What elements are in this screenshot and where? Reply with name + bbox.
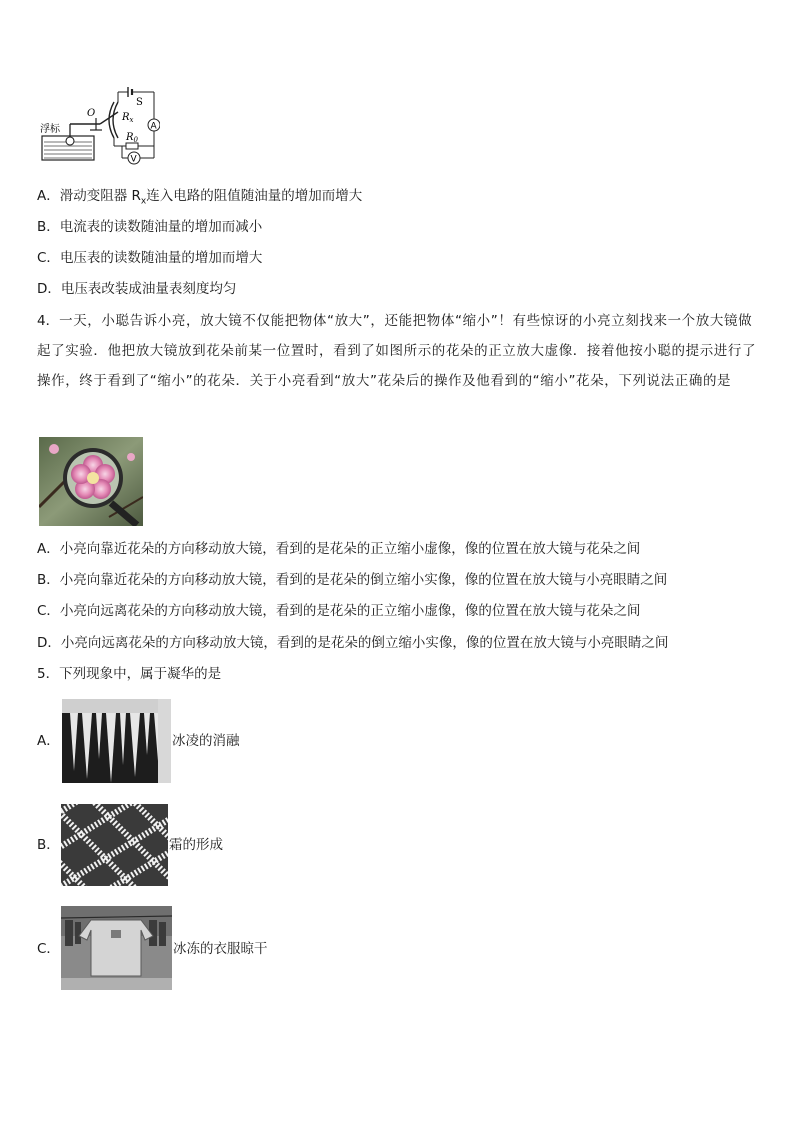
option-letter: C． bbox=[37, 603, 60, 619]
option-text-before: 滑动变阻器 R bbox=[59, 188, 141, 204]
option-text: 小亮向远离花朵的方向移动放大镜，看到的是花朵的正立缩小虚像，像的位置在放大镜与花朵之间 bbox=[59, 603, 641, 619]
r0-subscript: 0 bbox=[133, 136, 138, 144]
option-letter: A． bbox=[37, 541, 60, 557]
q4-option-a bbox=[37, 539, 640, 559]
rx-subscript: x bbox=[129, 116, 134, 124]
q4-option-b bbox=[37, 570, 667, 590]
ammeter-label: A bbox=[150, 121, 157, 132]
option-letter: B． bbox=[37, 219, 60, 235]
rx-label: R bbox=[122, 112, 130, 123]
q5-option-b-letter: B． bbox=[37, 837, 60, 853]
q5-option-c-caption: 冰冻的衣服晾干 bbox=[173, 941, 268, 957]
option-text: 小亮向远离花朵的方向移动放大镜，看到的是花朵的倒立缩小实像，像的位置在放大镜与小亮眼睛之间 bbox=[60, 635, 669, 651]
option-letter: C． bbox=[37, 250, 60, 266]
magnifier-flower-photo bbox=[39, 437, 143, 526]
q4-option-c bbox=[37, 601, 640, 621]
option-letter: D． bbox=[37, 635, 61, 651]
option-subscript: x bbox=[140, 196, 147, 207]
icicles-photo bbox=[62, 699, 171, 783]
oil-gauge-circuit-diagram bbox=[38, 86, 160, 166]
float-label: 浮标 bbox=[40, 124, 60, 135]
frozen-clothes-photo bbox=[61, 906, 172, 990]
option-letter: A． bbox=[37, 188, 60, 204]
frost-photo bbox=[61, 804, 168, 886]
option-letter: D． bbox=[37, 281, 61, 297]
q3-option-c bbox=[37, 248, 262, 268]
option-text: 小亮向靠近花朵的方向移动放大镜，看到的是花朵的正立缩小虚像，像的位置在放大镜与花朵之间 bbox=[59, 541, 641, 557]
svg-text:R0 bbox=[125, 132, 139, 144]
q5-option-a-letter: A． bbox=[37, 733, 60, 749]
question-text: 一天，小聪告诉小亮，放大镜不仅能把物体“放大”，还能把物体“缩小”！有些惊讶的小亮立刻找来一个放大镜做起了实验．他把放大镜放到花朵前某一位置时，看到了如图所示的花朵的正立放大虚像．接着他按小聪的提示进行了操作，终于看到了“缩小”的花朵．关于小亮看到“放大”花朵后的操作及他看到的“缩小”花朵，下列说法正确的是 bbox=[37, 313, 757, 389]
option-text: 电压表改装成油量表刻度均匀 bbox=[60, 281, 237, 297]
switch-label: S bbox=[136, 97, 143, 108]
option-text: 电压表的读数随油量的增加而增大 bbox=[59, 250, 263, 266]
q3-option-b bbox=[37, 217, 262, 237]
q3-option-d bbox=[37, 279, 236, 299]
q3-option-a bbox=[37, 186, 362, 212]
r0-label: R bbox=[126, 132, 134, 143]
q5-option-b-caption: 霜的形成 bbox=[169, 837, 223, 853]
voltmeter-label: V bbox=[130, 154, 137, 165]
option-text: 小亮向靠近花朵的方向移动放大镜，看到的是花朵的倒立缩小实像，像的位置在放大镜与小亮眼睛之间 bbox=[59, 572, 668, 588]
question-number: 4． bbox=[37, 313, 60, 329]
q5-stem: 5．下列现象中，属于凝华的是 bbox=[37, 666, 222, 682]
svg-text:Rx bbox=[121, 112, 134, 124]
option-text-after: 连入电路的阻值随油量的增加而增大 bbox=[146, 188, 363, 204]
option-letter: B． bbox=[37, 572, 60, 588]
q5-option-c-letter: C． bbox=[37, 941, 60, 957]
pivot-label: O bbox=[87, 108, 96, 119]
q4-option-d bbox=[37, 633, 668, 653]
option-text: 电流表的读数随油量的增加而减小 bbox=[59, 219, 263, 235]
q4-stem bbox=[37, 306, 759, 396]
q5-option-a-caption: 冰凌的消融 bbox=[172, 733, 240, 749]
